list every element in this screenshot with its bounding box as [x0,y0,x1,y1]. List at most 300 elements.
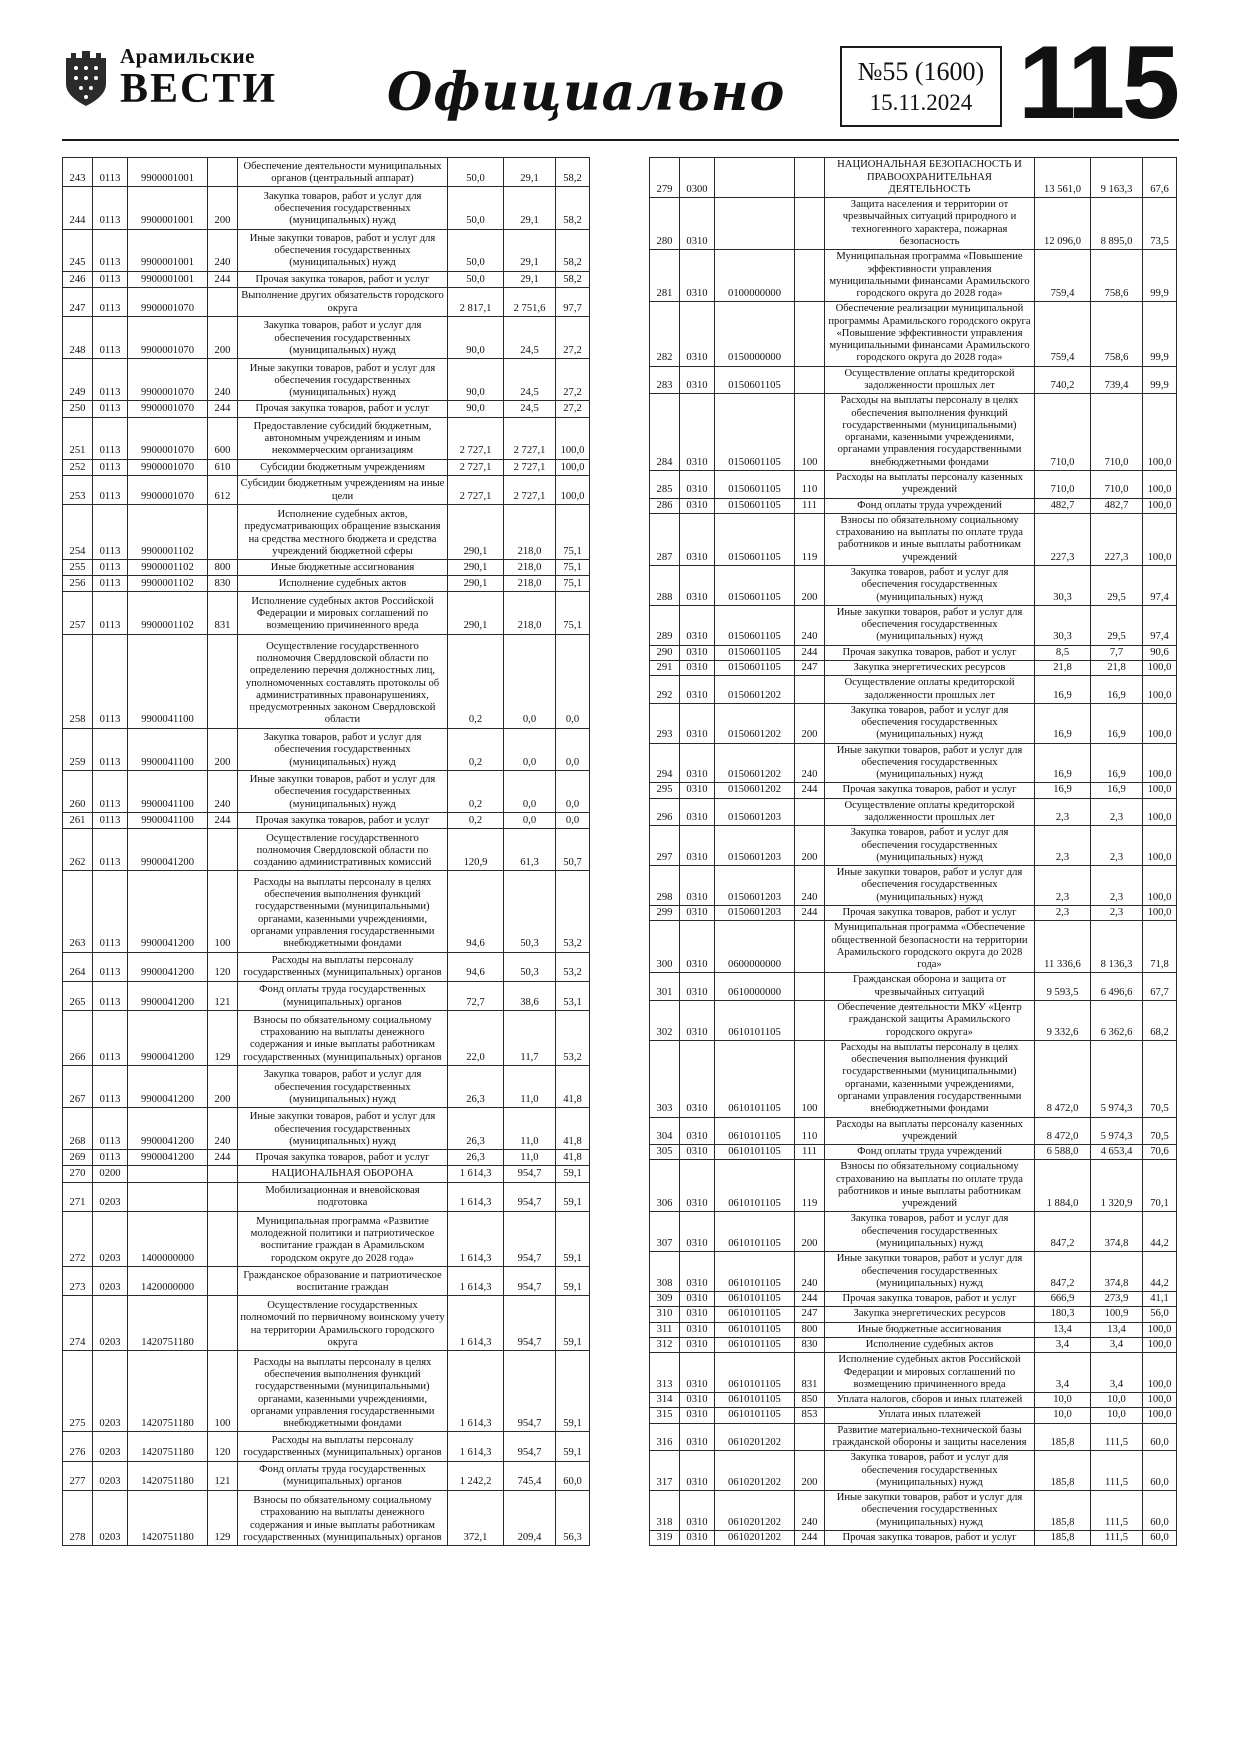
section-code: 0113 [93,459,128,475]
table-row [63,401,590,417]
row-number: 271 [63,1182,93,1211]
execution-percent: 50,7 [556,829,590,871]
row-number: 252 [63,459,93,475]
executed-value: 29,1 [504,229,556,271]
row-number: 299 [650,906,680,921]
expense-type-code: 244 [208,401,238,417]
brand-name-top: Арамильские [120,44,255,68]
expense-type-code: 200 [208,1065,238,1107]
section-code: 0310 [680,605,715,645]
approved-value: 482,7 [1035,498,1091,513]
expense-name: НАЦИОНАЛЬНАЯ БЕЗОПАСНОСТЬ И ПРАВООХРАНИТЕЛЬНАЯ ДЕЯТЕЛЬНОСТЬ [825,158,1035,198]
approved-value: 94,6 [448,952,504,981]
target-article-code: 0610101105 [715,1212,795,1252]
execution-percent: 68,2 [1143,1000,1177,1040]
executed-value: 218,0 [504,560,556,576]
row-number: 277 [63,1461,93,1490]
target-article-code: 9900001070 [128,459,208,475]
table-row [63,952,590,981]
section-code: 0310 [680,394,715,471]
approved-value: 1 614,3 [448,1211,504,1266]
execution-percent: 59,1 [556,1296,590,1351]
expense-type-code: 244 [795,1530,825,1545]
expense-type-code: 240 [795,1252,825,1292]
row-number: 289 [650,605,680,645]
expense-name: Осуществление государственного полномочия Свердловской области по определению перечня должностных лиц, уполномоченных составлять протоколы об административных правонарушениях, предусмотренных законом Свердловской области [238,634,448,728]
section-code: 0113 [93,287,128,316]
newspaper-brand [62,46,277,110]
expense-type-code: 247 [795,660,825,675]
execution-percent: 58,2 [556,158,590,187]
section-code: 0300 [680,158,715,198]
expense-type-code [208,287,238,316]
section-code: 0203 [93,1211,128,1266]
expense-name: Расходы на выплаты персоналу казенных учреждений [825,1117,1035,1145]
expense-name: Расходы на выплаты персоналу казенных учреждений [825,471,1035,499]
approved-value: 1 614,3 [448,1296,504,1351]
executed-value: 111,5 [1091,1423,1143,1451]
section-code: 0310 [680,302,715,366]
approved-value: 2,3 [1035,826,1091,866]
table-row [650,1338,1177,1353]
executed-value: 50,3 [504,871,556,952]
section-code: 0310 [680,1307,715,1322]
row-number: 262 [63,829,93,871]
table-row [63,158,590,187]
approved-value: 2 727,1 [448,475,504,504]
row-number: 264 [63,952,93,981]
approved-value: 94,6 [448,871,504,952]
executed-value: 1 320,9 [1091,1160,1143,1212]
approved-value: 26,3 [448,1108,504,1150]
section-code: 0203 [93,1296,128,1351]
table-row [63,1010,590,1065]
table-row [650,703,1177,743]
execution-percent: 0,0 [556,770,590,812]
row-number: 316 [650,1423,680,1451]
row-number: 258 [63,634,93,728]
section-code: 0113 [93,187,128,229]
section-code: 0113 [93,1065,128,1107]
expense-type-code: 110 [795,471,825,499]
executed-value: 482,7 [1091,498,1143,513]
expense-type-code: 850 [795,1393,825,1408]
expense-type-code: 800 [208,560,238,576]
section-code: 0310 [680,1451,715,1491]
execution-percent: 97,4 [1143,605,1177,645]
execution-percent: 70,5 [1143,1117,1177,1145]
row-number: 266 [63,1010,93,1065]
approved-value: 2,3 [1035,798,1091,826]
executed-value: 218,0 [504,576,556,592]
row-number: 246 [63,271,93,287]
executed-value: 61,3 [504,829,556,871]
target-article-code: 0150601105 [715,394,795,471]
page-number: 115 [1018,25,1177,142]
table-row [63,1108,590,1150]
expense-type-code: 200 [208,187,238,229]
row-number: 309 [650,1292,680,1307]
row-number: 250 [63,401,93,417]
section-code: 0310 [680,1212,715,1252]
target-article-code: 1420751180 [128,1432,208,1461]
executed-value: 954,7 [504,1166,556,1182]
executed-value: 111,5 [1091,1530,1143,1545]
target-article-code: 0610101105 [715,1160,795,1212]
row-number: 292 [650,676,680,704]
approved-value: 0,2 [448,813,504,829]
table-row [63,1166,590,1182]
approved-value: 1 614,3 [448,1351,504,1432]
expense-type-code: 853 [795,1408,825,1423]
row-number: 243 [63,158,93,187]
target-article-code: 9900041100 [128,770,208,812]
target-article-code: 0150601105 [715,498,795,513]
table-row [63,287,590,316]
section-code: 0113 [93,634,128,728]
execution-percent: 53,2 [556,871,590,952]
table-row [650,394,1177,471]
approved-value: 290,1 [448,504,504,559]
expense-name: Фонд оплаты труда учреждений [825,498,1035,513]
target-article-code: 0150601203 [715,866,795,906]
expense-name: Исполнение судебных актов [825,1338,1035,1353]
target-article-code: 0150601203 [715,906,795,921]
expense-name: Расходы на выплаты персоналу в целях обеспечения выполнения функций государственными (муниципальными) органами, казенными учреждениями, органами управления государственными внебюджетными фондами [825,1040,1035,1117]
target-article-code: 9900001102 [128,504,208,559]
target-article-code: 0150601203 [715,798,795,826]
expense-name: Закупка товаров, работ и услуг для обеспечения государственных (муниципальных) нужд [825,703,1035,743]
table-row [63,359,590,401]
expense-name: Уплата иных платежей [825,1408,1035,1423]
expense-name: Закупка товаров, работ и услуг для обеспечения государственных (муниципальных) нужд [238,728,448,770]
expense-name: Гражданская оборона и защита от чрезвычайных ситуаций [825,973,1035,1001]
row-number: 251 [63,417,93,459]
expense-name: Закупка товаров, работ и услуг для обеспечения государственных (муниципальных) нужд [825,1451,1035,1491]
expense-name: Прочая закупка товаров, работ и услуг [238,1150,448,1166]
expense-type-code [208,829,238,871]
table-row [650,1393,1177,1408]
row-number: 248 [63,317,93,359]
execution-percent: 100,0 [1143,1322,1177,1337]
section-code: 0203 [93,1266,128,1295]
approved-value: 8 472,0 [1035,1040,1091,1117]
table-row [650,1160,1177,1212]
row-number: 294 [650,743,680,783]
row-number: 287 [650,513,680,565]
expense-type-code: 800 [795,1322,825,1337]
row-number: 278 [63,1490,93,1546]
executed-value: 954,7 [504,1296,556,1351]
row-number: 244 [63,187,93,229]
section-code: 0310 [680,1252,715,1292]
executed-value: 8 136,3 [1091,921,1143,973]
table-row [650,513,1177,565]
executed-value: 2,3 [1091,906,1143,921]
executed-value: 9 163,3 [1091,158,1143,198]
expense-type-code [795,302,825,366]
execution-percent: 53,2 [556,1010,590,1065]
section-code: 0113 [93,504,128,559]
section-code: 0310 [680,1491,715,1531]
table-row [63,504,590,559]
approved-value: 8,5 [1035,645,1091,660]
table-row [650,498,1177,513]
executed-value: 21,8 [1091,660,1143,675]
execution-percent: 41,1 [1143,1292,1177,1307]
approved-value: 1 242,2 [448,1461,504,1490]
executed-value: 3,4 [1091,1353,1143,1393]
section-code: 0310 [680,826,715,866]
row-number: 275 [63,1351,93,1432]
approved-value: 50,0 [448,271,504,287]
target-article-code: 1420751180 [128,1296,208,1351]
row-number: 296 [650,798,680,826]
approved-value: 290,1 [448,592,504,634]
expense-type-code [208,1296,238,1351]
target-article-code: 9900001070 [128,475,208,504]
row-number: 306 [650,1160,680,1212]
executed-value: 111,5 [1091,1491,1143,1531]
row-number: 288 [650,565,680,605]
approved-value: 1 614,3 [448,1266,504,1295]
table-row [650,1145,1177,1160]
execution-percent: 100,0 [556,459,590,475]
expense-name: Фонд оплаты труда государственных (муниципальных) органов [238,1461,448,1490]
execution-percent: 56,3 [556,1490,590,1546]
target-article-code: 0610101105 [715,1000,795,1040]
expense-name: Мобилизационная и вневойсковая подготовка [238,1182,448,1211]
target-article-code: 0610101105 [715,1322,795,1337]
executed-value: 758,6 [1091,250,1143,302]
approved-value: 847,2 [1035,1252,1091,1292]
section-code: 0113 [93,1150,128,1166]
table-row [63,770,590,812]
approved-value: 3,4 [1035,1353,1091,1393]
row-number: 300 [650,921,680,973]
target-article-code: 0610101105 [715,1353,795,1393]
execution-percent: 100,0 [1143,866,1177,906]
table-row [63,829,590,871]
expense-name: Расходы на выплаты персоналу в целях обеспечения выполнения функций государственными (муниципальными) органами, казенными учреждениями, органами управления государственными внебюджетными фондами [825,394,1035,471]
row-number: 276 [63,1432,93,1461]
expense-name: Закупка энергетических ресурсов [825,660,1035,675]
table-row [650,158,1177,198]
row-number: 268 [63,1108,93,1150]
row-number: 297 [650,826,680,866]
expense-type-code: 111 [795,1145,825,1160]
approved-value: 666,9 [1035,1292,1091,1307]
expense-type-code: 244 [795,906,825,921]
expense-name: Прочая закупка товаров, работ и услуг [238,401,448,417]
target-article-code: 1420751180 [128,1351,208,1432]
approved-value: 8 472,0 [1035,1117,1091,1145]
table-row [650,1252,1177,1292]
table-row [650,1000,1177,1040]
section-code: 0310 [680,1338,715,1353]
expense-type-code: 244 [208,1150,238,1166]
expense-type-code: 200 [795,703,825,743]
expense-name: Взносы по обязательному социальному страхованию на выплаты денежного содержания и иные выплаты работникам государственных (муниципальных) органов [238,1490,448,1546]
approved-value: 13,4 [1035,1322,1091,1337]
expense-type-code [795,973,825,1001]
target-article-code: 0150601202 [715,703,795,743]
table-row [63,271,590,287]
table-row [63,1211,590,1266]
expense-type-code: 100 [795,394,825,471]
section-code: 0113 [93,271,128,287]
executed-value: 11,7 [504,1010,556,1065]
row-number: 295 [650,783,680,798]
target-article-code: 9900001001 [128,271,208,287]
expense-type-code: 200 [795,826,825,866]
target-article-code: 9900001001 [128,158,208,187]
approved-value: 710,0 [1035,471,1091,499]
target-article-code: 9900001001 [128,187,208,229]
execution-percent: 53,1 [556,981,590,1010]
executed-value: 8 895,0 [1091,198,1143,250]
execution-percent: 99,9 [1143,366,1177,394]
expense-type-code: 100 [795,1040,825,1117]
execution-percent: 100,0 [1143,743,1177,783]
expense-name: Осуществление государственного полномочия Свердловской области по созданию административных комиссий [238,829,448,871]
table-row [650,250,1177,302]
section-code: 0310 [680,198,715,250]
table-row [650,1451,1177,1491]
budget-table-left [62,157,590,1546]
section-code: 0113 [93,981,128,1010]
expense-name: Муниципальная программа «Развитие молодежной политики и патриотическое воспитание граждан в Арамильском городском округе до 2028 года» [238,1211,448,1266]
executed-value: 29,1 [504,187,556,229]
approved-value: 16,9 [1035,676,1091,704]
row-number: 267 [63,1065,93,1107]
execution-percent: 100,0 [556,475,590,504]
target-article-code: 1420751180 [128,1461,208,1490]
expense-type-code: 240 [795,605,825,645]
expense-type-code: 200 [795,1451,825,1491]
expense-type-code: 129 [208,1490,238,1546]
execution-percent: 58,2 [556,271,590,287]
target-article-code: 9900001102 [128,560,208,576]
expense-type-code [208,1166,238,1182]
expense-name: Осуществление оплаты кредиторской задолженности прошлых лет [825,366,1035,394]
approved-value: 26,3 [448,1065,504,1107]
table-row [650,973,1177,1001]
executed-value: 10,0 [1091,1408,1143,1423]
expense-name: Фонд оплаты труда государственных (муниципальных) органов [238,981,448,1010]
table-row [650,605,1177,645]
expense-type-code [795,158,825,198]
expense-type-code: 240 [795,866,825,906]
table-row [650,1307,1177,1322]
section-code: 0310 [680,1292,715,1307]
section-code: 0113 [93,1108,128,1150]
target-article-code: 0610101105 [715,1292,795,1307]
expense-type-code: 121 [208,981,238,1010]
expense-name: Исполнение судебных актов Российской Федерации и мировых соглашений по возмещению причиненного вреда [238,592,448,634]
row-number: 259 [63,728,93,770]
approved-value: 21,8 [1035,660,1091,675]
budget-table-right [649,157,1177,1546]
table-row [650,1530,1177,1545]
executed-value: 16,9 [1091,703,1143,743]
executed-value: 111,5 [1091,1451,1143,1491]
target-article-code: 0610201202 [715,1491,795,1531]
executed-value: 2 727,1 [504,475,556,504]
executed-value: 50,3 [504,952,556,981]
target-article-code: 1420751180 [128,1490,208,1546]
target-article-code [715,158,795,198]
masthead [0,0,1241,142]
expense-name: Иные закупки товаров, работ и услуг для обеспечения государственных (муниципальных) нужд [238,229,448,271]
execution-percent: 100,0 [1143,394,1177,471]
table-row [63,560,590,576]
executed-value: 10,0 [1091,1393,1143,1408]
target-article-code [715,198,795,250]
executed-value: 954,7 [504,1266,556,1295]
expense-name: Иные бюджетные ассигнования [238,560,448,576]
expense-name: Гражданское образование и патриотическое воспитание граждан [238,1266,448,1295]
execution-percent: 97,4 [1143,565,1177,605]
section-code: 0310 [680,1040,715,1117]
section-code: 0310 [680,1322,715,1337]
table-row [63,459,590,475]
executed-value: 710,0 [1091,471,1143,499]
target-article-code: 9900001070 [128,401,208,417]
approved-value: 9 332,6 [1035,1000,1091,1040]
target-article-code: 0610201202 [715,1451,795,1491]
execution-percent: 0,0 [556,813,590,829]
execution-percent: 100,0 [1143,783,1177,798]
expense-type-code: 610 [208,459,238,475]
executed-value: 2 727,1 [504,459,556,475]
approved-value: 227,3 [1035,513,1091,565]
row-number: 261 [63,813,93,829]
approved-value: 50,0 [448,187,504,229]
approved-value: 180,3 [1035,1307,1091,1322]
expense-name: Закупка товаров, работ и услуг для обеспечения государственных (муниципальных) нужд [238,1065,448,1107]
section-code: 0113 [93,592,128,634]
expense-type-code: 200 [795,1212,825,1252]
expense-type-code [795,921,825,973]
expense-type-code: 200 [208,317,238,359]
section-code: 0310 [680,565,715,605]
expense-name: Осуществление оплаты кредиторской задолженности прошлых лет [825,798,1035,826]
approved-value: 185,8 [1035,1530,1091,1545]
section-code: 0113 [93,475,128,504]
approved-value: 1 614,3 [448,1432,504,1461]
expense-name: Прочая закупка товаров, работ и услуг [238,271,448,287]
execution-percent: 75,1 [556,592,590,634]
execution-percent: 70,5 [1143,1040,1177,1117]
target-article-code: 9900041200 [128,981,208,1010]
target-article-code: 9900001102 [128,576,208,592]
expense-type-code: 600 [208,417,238,459]
expense-name: Субсидии бюджетным учреждениям на иные цели [238,475,448,504]
target-article-code: 0610000000 [715,973,795,1001]
section-code: 0310 [680,921,715,973]
executed-value: 29,5 [1091,565,1143,605]
approved-value: 30,3 [1035,605,1091,645]
expense-name: Прочая закупка товаров, работ и услуг [825,783,1035,798]
row-number: 304 [650,1117,680,1145]
executed-value: 739,4 [1091,366,1143,394]
table-row [650,1117,1177,1145]
executed-value: 2,3 [1091,866,1143,906]
section-code: 0310 [680,703,715,743]
executed-value: 29,1 [504,158,556,187]
target-article-code: 0100000000 [715,250,795,302]
